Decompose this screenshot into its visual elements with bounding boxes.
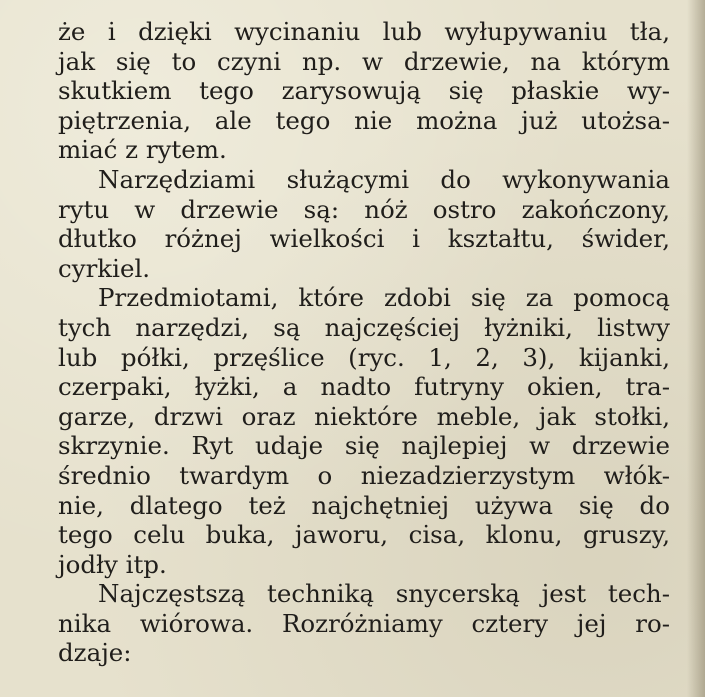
text-line: skutkiem tego zarysowują się płaskie wy- <box>58 76 670 106</box>
paragraph <box>58 165 670 283</box>
text-line: miać z rytem. <box>58 135 227 165</box>
paragraph <box>58 283 670 579</box>
text-line: rytu w drzewie są: nóż ostro zakończony, <box>58 194 670 224</box>
text-line: Najczęstszą techniką snycerską jest tech- <box>98 579 670 609</box>
paragraph <box>58 579 670 668</box>
text-line: jak się to czyni np. w drzewie, na którym <box>58 46 670 76</box>
text-line: tego celu buka, jaworu, cisa, klonu, gruszy, <box>58 520 670 550</box>
text-line: piętrzenia, ale tego nie można już utożsa- <box>58 105 670 135</box>
text-line: czerpaki, łyżki, a nadto futryny okien, tra- <box>58 372 670 402</box>
document-body <box>58 17 670 668</box>
text-line: średnio twardym o niezadzierzystym włók- <box>58 460 670 490</box>
text-line: tych narzędzi, są najczęściej łyżniki, listwy <box>58 312 670 342</box>
text-line: garze, drzwi oraz niektóre meble, jak stołki, <box>58 401 670 431</box>
page-edge-shadow <box>687 0 705 697</box>
text-line: cyrkiel. <box>58 253 151 283</box>
text-line: lub półki, przęślice (ryc. 1, 2, 3), kijanki, <box>58 342 670 372</box>
text-line: dłutko różnej wielkości i kształtu, świder, <box>58 224 670 254</box>
text-line: jodły itp. <box>58 549 167 579</box>
paragraph <box>58 17 670 165</box>
text-line: Narzędziami służącymi do wykonywania <box>98 164 670 194</box>
text-line: nie, dlatego też najchętniej używa się do <box>58 490 670 520</box>
text-line: skrzynie. Ryt udaje się najlepiej w drzewie <box>58 431 670 461</box>
text-line: że i dzięki wycinaniu lub wyłupywaniu tła, <box>58 17 670 46</box>
text-line: nika wiórowa. Rozróżniamy cztery jej ro- <box>58 608 670 638</box>
text-line: dzaje: <box>58 638 132 668</box>
text-line: Przedmiotami, które zdobi się za pomocą <box>98 283 670 313</box>
